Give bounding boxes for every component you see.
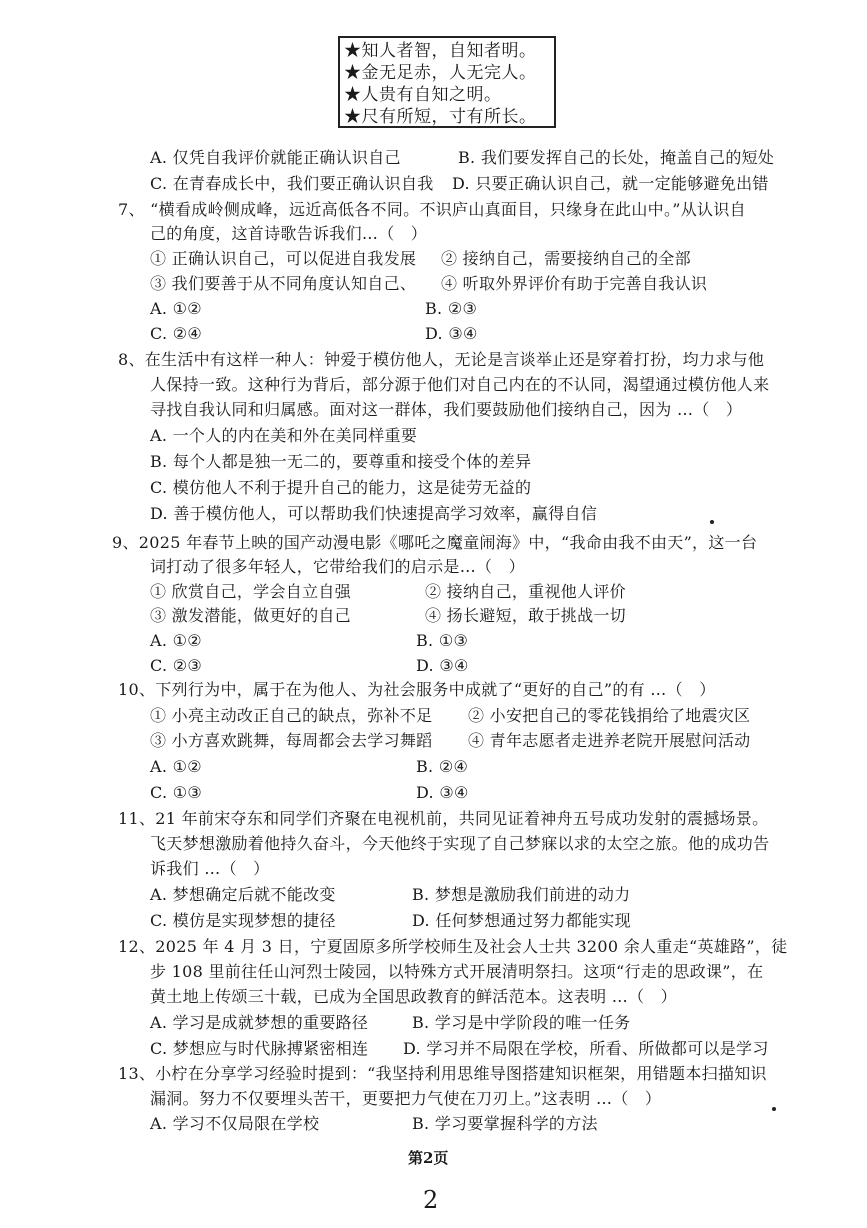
q9-option-a: A. ①②	[150, 631, 202, 650]
q9-option-b: B. ①③	[416, 631, 469, 650]
speck	[710, 520, 714, 524]
q7-option-b: B. ②③	[425, 299, 478, 318]
q12-stem: 12、2025 年 4 月 3 日，宁夏固原多所学校师生及社会人士共 3200 余人重走“英雄路”，徒	[118, 937, 788, 956]
page-number: 2	[423, 1186, 439, 1214]
quote-line: ★知人者智，自知者明。	[344, 41, 537, 61]
q6-option-b: B. 我们要发挥自己的长处，掩盖自己的短处	[458, 148, 775, 167]
speck	[772, 1107, 776, 1111]
quote-line: ★金无足赤，人无完人。	[344, 63, 537, 83]
q10-option-b: B. ②④	[416, 757, 469, 776]
q9-stem: 9、2025 年春节上映的国产动漫电影《哪吒之魔童闹海》中，“我命由我不由天”，这一台	[112, 533, 758, 552]
q7-statement-2: ② 接纳自己，需要接纳自己的全部	[441, 249, 691, 268]
q11-option-c: C. 模仿是实现梦想的捷径	[150, 911, 336, 930]
q7-statement-3: ③ 我们要善于从不同角度认知自己、	[150, 274, 417, 293]
q11-stem: 诉我们 …（ ）	[150, 859, 270, 878]
q7-statement-4: ④ 听取外界评价有助于完善自我认识	[441, 274, 708, 293]
q10-statement-1: ① 小亮主动改正自己的缺点，弥补不足	[150, 706, 433, 725]
q9-option-d: D. ③④	[416, 656, 469, 675]
q9-stem: 词打动了很多年轻人，它带给我们的启示是…（ ）	[150, 557, 525, 576]
q13-option-b: B. 学习要掌握科学的方法	[412, 1114, 598, 1133]
q9-statement-1: ① 欣赏自己，学会自立自强	[150, 582, 351, 601]
q10-statement-3: ③ 小方喜欢跳舞，每周都会去学习舞蹈	[150, 731, 433, 750]
q7-option-d: D. ③④	[425, 324, 478, 343]
q11-stem: 11、21 年前宋夺东和同学们齐聚在电视机前，共同见证着神舟五号成功发射的震撼场景。	[118, 809, 769, 828]
q8-stem: 人保持一致。这种行为背后，部分源于他们对自己内在的不认同，渴望通过模仿他人来	[150, 375, 770, 394]
page-label: 第2页	[408, 1149, 449, 1167]
q12-option-a: A. 学习是成就梦想的重要路径	[150, 1013, 369, 1032]
q9-statement-4: ④ 扬长避短，敢于挑战一切	[425, 606, 626, 625]
q8-option-c: C. 模仿他人不利于提升自己的能力，这是徒劳无益的	[150, 478, 532, 497]
q9-statement-3: ③ 激发潜能，做更好的自己	[150, 606, 351, 625]
q6-option-c: C. 在青春成长中，我们要正确认识自我	[150, 174, 434, 193]
q11-stem: 飞天梦想激励着他持久奋斗，今天他终于实现了自己梦寐以求的太空之旅。他的成功告	[150, 834, 770, 853]
q10-option-c: C. ①③	[150, 783, 203, 802]
q12-option-b: B. 学习是中学阶段的唯一任务	[412, 1013, 631, 1032]
q6-option-a: A. 仅凭自我评价就能正确认识自己	[150, 148, 401, 167]
q13-option-a: A. 学习不仅局限在学校	[150, 1114, 320, 1133]
q10-stem: 10、下列行为中，属于在为他人、为社会服务中成就了“更好的自己”的有 …（ ）	[118, 680, 716, 699]
quote-box	[338, 36, 556, 128]
q7-statement-1: ① 正确认识自己，可以促进自我发展	[150, 249, 417, 268]
q13-stem: 漏洞。努力不仅要埋头苦干，更要把力气使在刀刃上。”这表明 …（ ）	[150, 1089, 662, 1108]
q7-option-c: C. ②④	[150, 324, 203, 343]
q8-option-b: B. 每个人都是独一无二的，要尊重和接受个体的差异	[150, 452, 532, 471]
q10-option-a: A. ①②	[150, 757, 202, 776]
q11-option-b: B. 梦想是激励我们前进的动力	[412, 885, 631, 904]
q10-statement-2: ② 小安把自己的零花钱捐给了地震灾区	[468, 706, 751, 725]
q8-option-d: D. 善于模仿他人，可以帮助我们快速提高学习效率，赢得自信	[150, 504, 598, 523]
q12-stem: 黄土地上传颂三十载，已成为全国思政教育的鲜活范本。这表明 …（ ）	[150, 987, 677, 1006]
q10-option-d: D. ③④	[416, 783, 469, 802]
q12-option-c: C. 梦想应与时代脉搏紧密相连	[150, 1039, 369, 1058]
q7-option-a: A. ①②	[150, 299, 202, 318]
q9-statement-2: ② 接纳自己，重视他人评价	[425, 582, 626, 601]
q12-option-d: D. 学习并不局限在学校，所看、所做都可以是学习	[403, 1039, 769, 1058]
q7-stem: 7、 “横看成岭侧成峰，远近高低各不同。不识庐山真面目，只缘身在此山中。”从认识自	[118, 200, 746, 219]
q8-stem: 8、在生活中有这样一种人：钟爱于模仿他人，无论是言谈举止还是穿着打扮，均力求与他	[118, 350, 765, 369]
q11-option-a: A. 梦想确定后就不能改变	[150, 885, 336, 904]
quote-line: ★人贵有自知之明。	[344, 85, 502, 105]
q8-stem: 寻找自我认同和归属感。面对这一群体，我们要鼓励他们接纳自己，因为 …（ ）	[150, 400, 743, 419]
quote-line: ★尺有所短，寸有所长。	[344, 107, 537, 127]
q7-stem: 己的角度，这首诗歌告诉我们…（ ）	[150, 224, 428, 243]
q8-option-a: A. 一个人的内在美和外在美同样重要	[150, 426, 418, 445]
q10-statement-4: ④ 青年志愿者走进养老院开展慰问活动	[468, 731, 751, 750]
q11-option-d: D. 任何梦想通过努力都能实现	[412, 911, 631, 930]
q12-stem: 步 108 里前往任山河烈士陵园，以特殊方式开展清明祭扫。这项“行走的思政课”，在	[150, 962, 764, 981]
q6-option-d: D. 只要正确认识自己，就一定能够避免出错	[452, 174, 769, 193]
q9-option-c: C. ②③	[150, 656, 203, 675]
q13-stem: 13、小柠在分享学习经验时提到：“我坚持利用思维导图搭建知识框架，用错题本扫描知识	[118, 1064, 767, 1083]
